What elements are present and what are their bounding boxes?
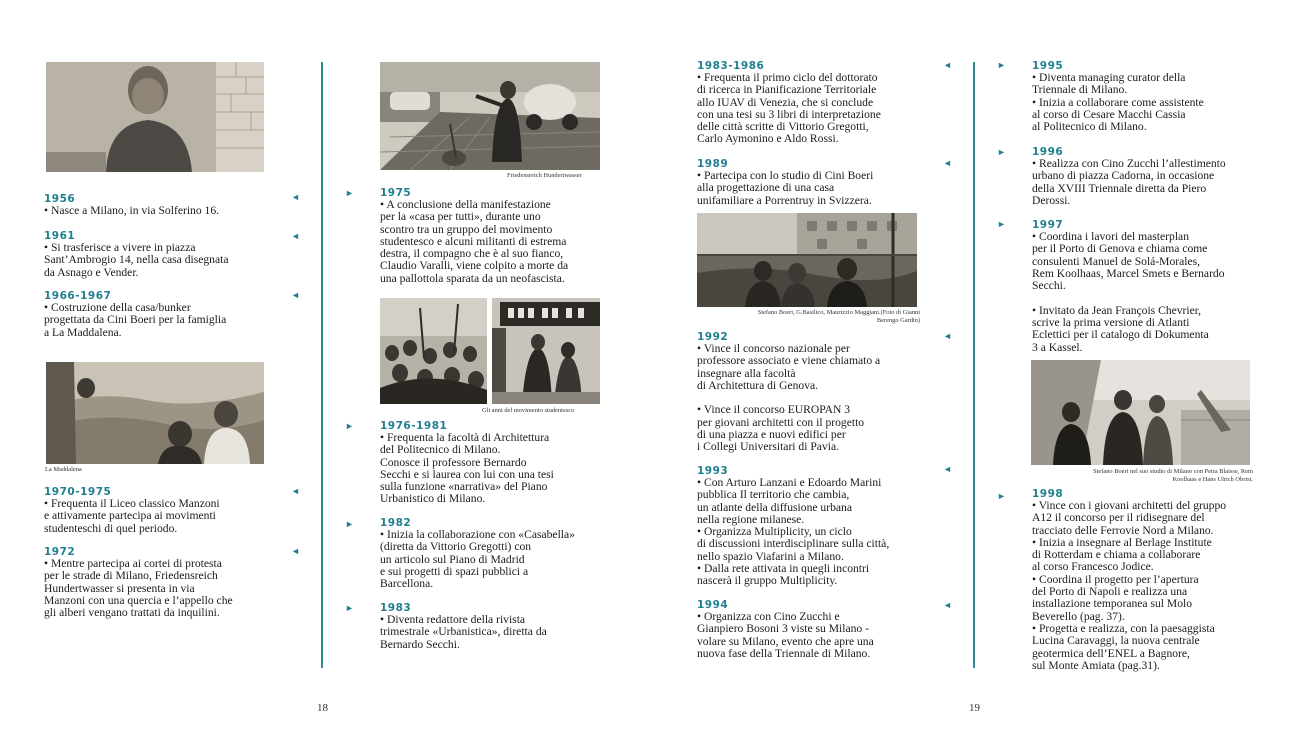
left-marker-icon: ◄: [291, 546, 300, 556]
photo-movimento-right: [492, 298, 600, 404]
entry-1972: • Mentre partecipa ai cortei di protesta per le strade di Milano, Friedensreich Hundertwasser si presenta in via Manzoni con una quercia e l’appello che gli alberi vengano trattati da inquilini.: [44, 557, 233, 620]
caption-studio: Stefano Boeri nel suo studio di Milano con Petra Blaisse, Rem Koolhaas e Hans Ulrich Obrist.: [1093, 468, 1253, 483]
entry-1976-1981: • Frequenta la facoltà di Architettura del Politecnico di Milano. Conosce il professore Bernardo Secchi e si laurea con lui con una tesi sulla funzione «narrativa» del Piano Urbanistico di Milano.: [380, 431, 554, 506]
year-1970-1975: 1970-1975: [44, 486, 112, 498]
caption-movimento: Gli anni del movimento studentesco: [482, 407, 575, 414]
entry-1993: • Con Arturo Lanzani e Edoardo Marini pubblica Il territorio che cambia, un atlante della diffusione urbana nella regione milanese. • Organizza Multiplicity, un ciclo di discussioni interdisciplinare sulla città, nello spazio Viafarini a Milano. • Dalla rete attivata in quegli incontri nascerà il gruppo Multiplicity.: [697, 476, 890, 588]
right-marker-icon: ►: [997, 491, 1006, 501]
left-marker-icon: ◄: [291, 192, 300, 202]
entry-1983: • Diventa redattore della rivista trimestrale «Urbanistica», diretta da Bernardo Secchi.: [380, 613, 547, 651]
left-marker-icon: ◄: [291, 290, 300, 300]
entry-1975: • A conclusione della manifestazione per la «casa per tutti», durante uno scontro tra un gruppo del movimento studentesco e alcuni militanti di estrema destra, il compagno che è al suo fianco, Claudio Varalli, viene colpito a morte da una pallottola sparata da un neofascista.: [380, 198, 569, 285]
photo-boeri-basilico-maggiani: [697, 213, 917, 307]
entry-1994: • Organizza con Cino Zucchi e Gianpiero Bosoni 3 viste su Milano - volare su Milano, evento che apre una nuova fase della Triennale di Milano.: [697, 610, 874, 660]
year-1995: 1995: [1032, 60, 1064, 72]
right-marker-icon: ►: [997, 219, 1006, 229]
page-number-left: 18: [317, 702, 328, 714]
year-1994: 1994: [697, 599, 729, 611]
right-marker-icon: ►: [997, 60, 1006, 70]
entry-1997: • Coordina i lavori del masterplan per il Porto di Genova e chiama come consulenti Manuel de Solá-Morales, Rem Koolhaas, Marcel Smets e Bernardo Secchi. • Invitato da Jean François Chevrier, scrive la prima versione di Atlanti Eclettici per il catalogo di Dokumenta 3 a Kassel.: [1032, 230, 1225, 354]
year-1972: 1972: [44, 546, 76, 558]
photo-hundertwasser: [380, 62, 600, 170]
year-1996: 1996: [1032, 146, 1064, 158]
left-marker-icon: ◄: [943, 464, 952, 474]
year-1976-1981: 1976-1981: [380, 420, 448, 432]
entry-1983-1986: • Frequenta il primo ciclo del dottorato di ricerca in Pianificazione Territoriale allo IUAV di Venezia, che si conclude con una tesi su 3 libri di interpretazione delle città scritte di Vittorio Gregotti, Carlo Aymonino e Aldo Rossi.: [697, 71, 881, 146]
right-marker-icon: ►: [345, 519, 354, 529]
left-marker-icon: ◄: [943, 331, 952, 341]
entry-1956: • Nasce a Milano, in via Solferino 16.: [44, 204, 220, 217]
year-1998: 1998: [1032, 488, 1064, 500]
left-marker-icon: ◄: [943, 600, 952, 610]
right-marker-icon: ►: [345, 188, 354, 198]
entry-1989: • Partecipa con lo studio di Cini Boeri alla progettazione di una casa unifamiliare a Porrentruy in Svizzera.: [697, 169, 874, 207]
left-marker-icon: ◄: [291, 231, 300, 241]
entry-1995: • Diventa managing curator della Triennale di Milano. • Inizia a collaborare come assistente al corso di Cesare Macchi Cassia al Politecnico di Milano.: [1032, 71, 1204, 134]
entry-1961: • Si trasferisce a vivere in piazza Sant’Ambrogio 14, nella casa disegnata da Asnago e Vender.: [44, 241, 229, 279]
entry-1996: • Realizza con Cino Zucchi l’allestimento urbano di piazza Cadorna, in occasione della XVIII Triennale diretta da Piero Derossi.: [1032, 157, 1226, 207]
year-1993: 1993: [697, 465, 729, 477]
timeline-rule-right: [973, 62, 975, 668]
left-marker-icon: ◄: [943, 60, 952, 70]
timeline-rule-left: [321, 62, 323, 668]
year-1983: 1983: [380, 602, 412, 614]
year-1997: 1997: [1032, 219, 1064, 231]
right-marker-icon: ►: [345, 421, 354, 431]
caption-maddalena: La Maddalena: [45, 466, 82, 473]
page-number-right: 19: [969, 702, 980, 714]
right-marker-icon: ►: [345, 603, 354, 613]
left-marker-icon: ◄: [291, 486, 300, 496]
year-1975: 1975: [380, 187, 412, 199]
photo-la-maddalena: [46, 362, 264, 464]
left-marker-icon: ◄: [943, 158, 952, 168]
entry-1982: • Inizia la collaborazione con «Casabella» (diretta da Vittorio Gregotti) con un articolo sul Piano di Madrid e sui progetti di spazi pubblici a Barcellona.: [380, 528, 575, 591]
photo-boy: [46, 62, 264, 172]
photo-studio: [1031, 360, 1250, 465]
entry-1992: • Vince il concorso nazionale per professore associato e viene chiamato a insegnare alla facoltà di Architettura di Genova. • Vince il concorso EUROPAN 3 per giovani architetti con il progetto di una piazza e nuovi edifici per i Collegi Universitari di Pavia.: [697, 342, 881, 454]
photo-movimento-left: [380, 298, 487, 404]
entry-1970-1975: • Frequenta il Liceo classico Manzoni e attivamente partecipa ai movimenti studenteschi di quel periodo.: [44, 497, 220, 535]
year-1961: 1961: [44, 230, 76, 242]
year-1966-1967: 1966-1967: [44, 290, 112, 302]
caption-boeri-group: Stefano Boeri, G.Basilico, Maurizzio Maggiani.(Foto di Gianni Berengo Gardin): [757, 309, 920, 324]
right-marker-icon: ►: [997, 147, 1006, 157]
caption-hundertwasser: Friedensreich Hundertwasser: [507, 172, 582, 179]
year-1992: 1992: [697, 331, 729, 343]
year-1983-1986: 1983-1986: [697, 60, 765, 72]
year-1956: 1956: [44, 193, 76, 205]
year-1982: 1982: [380, 517, 412, 529]
year-1989: 1989: [697, 158, 729, 170]
entry-1998: • Vince con i giovani architetti del gruppo A12 il concorso per il ridisegnare del tracciato delle Ferrovie Nord a Milano. • Inizia a insegnare al Berlage Institute di Rotterdam e chiama a collaborare al corso Francesco Jodice. • Coordina il progetto per l’apertura del Porto di Napoli e realizza una installazione temporanea sul Molo Beverello (pag. 37). • Progetta e realizza, con la paesaggista Lucina Caravaggi, la nuova centrale geotermica dell’ENEL a Bagnore, sul Monte Amiata (pag.31).: [1032, 499, 1227, 672]
entry-1966-1967: • Costruzione della casa/bunker progettata da Cini Boeri per la famiglia a La Maddalena.: [44, 301, 227, 339]
